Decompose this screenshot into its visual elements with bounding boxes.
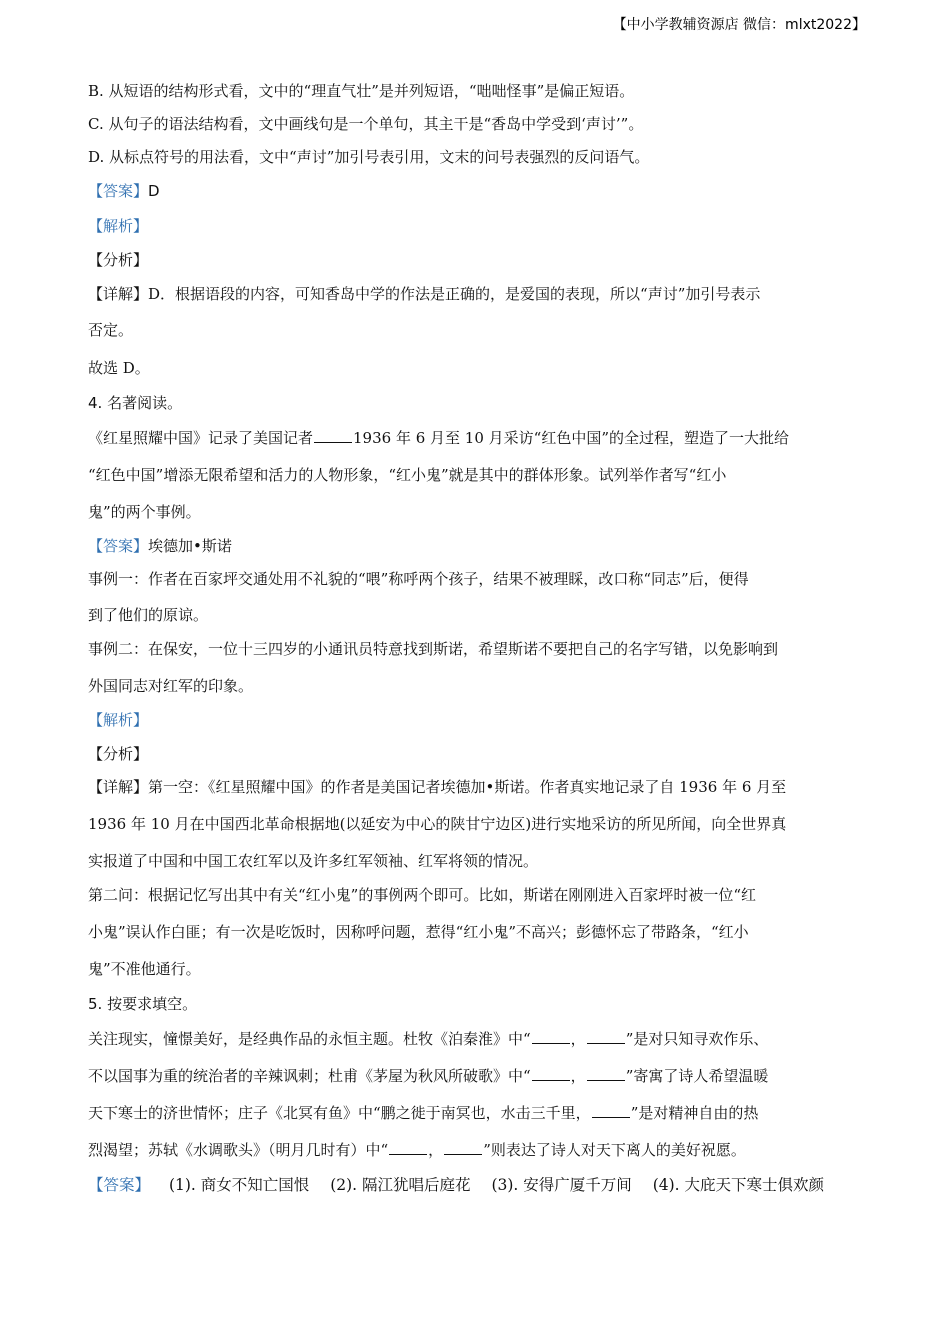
question-stem: 天下寒士的济世情怀；庄子《北冥有鱼》中“鹏之徙于南冥也，水击三千里， ”是对精神自由的热	[88, 1104, 759, 1122]
question-stem: 不以国事为重的统治者的辛辣讽刺；杜甫《茅屋为秋风所破歌》中“ ， ”寄寓了诗人希望温暖	[88, 1067, 769, 1085]
question-title: 4. 名著阅读。	[88, 394, 183, 412]
question-stem: 鬼”的两个事例。	[88, 503, 201, 521]
answer-tag: 【答案】	[88, 1176, 151, 1194]
analysis-tag: 【解析】	[88, 217, 149, 235]
option-b: B. 从短语的结构形式看，文中的“理直气壮”是并列短语，“咄咄怪事”是偏正短语。	[88, 82, 635, 100]
answer-item: (4). 大庇天下寒士俱欢颜	[652, 1176, 825, 1194]
answer-item: (2). 隔江犹唱后庭花	[330, 1176, 471, 1194]
analysis-tag: 【解析】	[88, 711, 149, 729]
option-c: C. 从句子的语法结构看，文中画线句是一个单句，其主干是“香岛中学受到‘声讨’”。	[88, 115, 644, 133]
page-header: 【中小学教辅资源店 微信：mlxt2022】	[612, 17, 866, 33]
fill-blank[interactable]	[592, 1103, 630, 1118]
fenxi-tag: 【分析】	[88, 251, 149, 269]
example-line: 事例二：在保安，一位十三四岁的小通讯员特意找到斯诺，希望斯诺不要把自己的名字写错，以免影响到	[88, 640, 779, 658]
detail-line: 【详解】第一空：《红星照耀中国》的作者是美国记者埃德加•斯诺。作者真实地记录了自 1936 年 6 月至	[88, 778, 787, 796]
question-stem: 烈渴望；苏轼《水调歌头》（明月几时有）中“ ， ”则表达了诗人对天下离人的美好祝愿。	[88, 1141, 746, 1159]
detail-line: 鬼”不准他通行。	[88, 960, 201, 978]
detail-line: 【详解】D．根据语段的内容，可知香岛中学的作法是正确的，是爱国的表现，所以“声讨”加引号表示	[88, 285, 761, 303]
detail-tag: 【详解】	[88, 778, 149, 796]
conclusion: 故选 D。	[88, 359, 150, 377]
fill-blank[interactable]	[532, 1029, 570, 1044]
answer-row	[88, 535, 232, 557]
detail-line: 第二问：根据记忆写出其中有关“红小鬼”的事例两个即可。比如，斯诺在刚刚进入百家坪时被一位“红	[88, 886, 757, 904]
detail-line: 1936 年 10 月在中国西北革命根据地(以延安为中心的陕甘宁边区)进行实地采访的所见所闻，向全世界真	[88, 815, 787, 833]
answer-tag: 【答案】	[88, 537, 149, 555]
detail-line: 否定。	[88, 321, 134, 339]
answer-item: (3). 安得广厦千万间	[491, 1176, 632, 1194]
example-line: 外国同志对红军的印象。	[88, 677, 254, 695]
fill-blank[interactable]	[444, 1140, 482, 1155]
fill-blank[interactable]	[587, 1029, 625, 1044]
example-line: 事例一：作者在百家坪交通处用不礼貌的“喂”称呼两个孩子，结果不被理睬，改口称“同志”后，便得	[88, 570, 749, 588]
answer-row	[88, 1174, 824, 1196]
question-title: 5. 按要求填空。	[88, 995, 198, 1013]
fill-blank[interactable]	[389, 1140, 427, 1155]
detail-line: 实报道了中国和中国工农红军以及许多红军领袖、红军将领的情况。	[88, 852, 539, 870]
option-d: D. 从标点符号的用法看，文中“声讨”加引号表引用，文末的问号表强烈的反问语气。	[88, 148, 650, 166]
answer-row	[88, 180, 160, 202]
example-line: 到了他们的原谅。	[88, 606, 209, 624]
question-stem: 关注现实，憧憬美好，是经典作品的永恒主题。杜牧《泊秦淮》中“ ， ”是对只知寻欢作乐、	[88, 1030, 769, 1048]
fill-blank[interactable]	[532, 1066, 570, 1081]
answer-value: D	[148, 182, 160, 200]
detail-tag: 【详解】	[88, 285, 149, 303]
question-stem: “红色中国”增添无限希望和活力的人物形象，“红小鬼”就是其中的群体形象。试列举作者写“红小	[88, 466, 727, 484]
question-stem: 《红星照耀中国》记录了美国记者 1936 年 6 月至 10 月采访“红色中国”的全过程，塑造了一大批给	[88, 429, 789, 447]
fill-blank[interactable]	[587, 1066, 625, 1081]
answer-tag: 【答案】	[88, 182, 149, 200]
answer-value: 埃德加•斯诺	[148, 537, 232, 555]
detail-line: 小鬼”误认作白匪；有一次是吃饭时，因称呼问题，惹得“红小鬼”不高兴；彭德怀忘了带路条，“红小	[88, 923, 749, 941]
fenxi-tag: 【分析】	[88, 745, 149, 763]
answer-item: (1). 商女不知亡国恨	[168, 1176, 310, 1194]
fill-blank[interactable]	[314, 428, 352, 443]
